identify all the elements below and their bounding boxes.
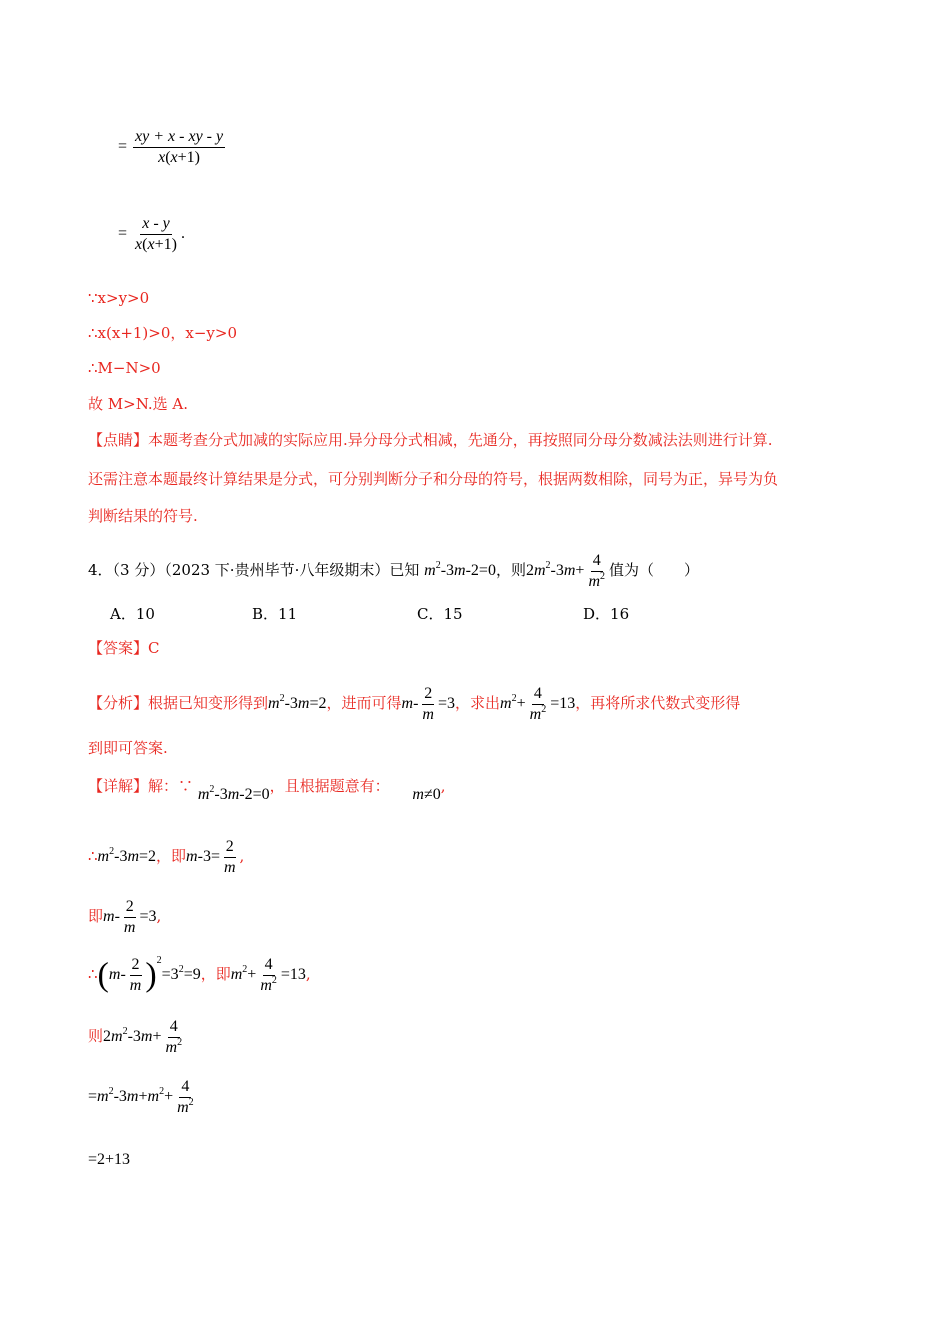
option-a: A．10	[110, 605, 155, 623]
detail-step-3-prefix: ∴	[88, 965, 98, 984]
detail-step-1-mid: ，即	[156, 847, 187, 866]
question-stem-suffix: 值为（ ）	[609, 561, 700, 580]
analysis-text-2: ，进而可得	[326, 694, 402, 713]
comment-text-1: 本题考查分式加减的实际应用.异分母分式相减，先通分，再按照同分母分数减法法则进行计算.	[148, 431, 773, 449]
question-score: （3 分）	[112, 561, 165, 580]
comment-tag: 【点睛】	[88, 431, 149, 449]
detail-text-1: 解：∵	[148, 777, 194, 795]
detail-step-2-eq: m- $\frac{2}{m}$ =3	[103, 898, 157, 936]
detail-step-6: =2+13	[88, 1151, 131, 1168]
analysis-tag: 【分析】	[88, 694, 149, 713]
analysis-eq-1: $m^2-3m=2$	[268, 693, 327, 713]
answer-value: C	[148, 639, 160, 657]
detail-step-2-prefix: 即	[88, 907, 104, 926]
question-source: （2023 下·贵州毕节·八年级期末）	[164, 561, 390, 580]
question-stem	[88, 552, 699, 591]
detail-step-3-mid: ，即	[200, 965, 231, 984]
analysis-line-1	[88, 685, 740, 724]
detail-step-1-prefix: ∴	[88, 847, 98, 866]
line-therefore-1: ∴x(x+1)>0，x−y>0	[88, 324, 238, 342]
detail-step-3-eq-b: $m^2+$ $\frac{4}{m^2}$ =13	[230, 956, 306, 994]
eq-step-2: = $\frac{x - y}{x(x+1)}$ .	[118, 215, 185, 253]
comment-line-1	[88, 430, 773, 450]
detail-tag: 【详解】	[88, 777, 149, 795]
comment-line-2: 还需注意本题最终计算结果是分式，可分别判断分子和分母的符号，根据两数相除，同号为正，异号为负	[88, 470, 779, 488]
detail-step-2: 即m- $\frac{2}{m}$ =3,	[88, 898, 162, 936]
detail-text-2: ，且根据题意有：	[269, 777, 390, 795]
option-d: D．16	[583, 605, 630, 623]
answer-line	[88, 638, 160, 658]
eq-step-1: = $\frac{xy + x - xy - y}{x(x+1)}$	[118, 128, 224, 166]
question-stem-mid: ，则	[495, 561, 526, 580]
detail-nonzero: m≠0	[412, 786, 441, 803]
detail-step-4-eq: $2m^2-3m+$ $\frac{4}{m^2}$	[103, 1018, 183, 1056]
detail-step-1-eq-b: m-3= $\frac{2}{m}$	[186, 838, 236, 876]
detail-step-1-eq-a: $m^2-3m=2$	[97, 846, 157, 866]
target-expression: $2m^2-3m+$ $\frac{4}{m^2}$	[525, 552, 606, 590]
detail-step-5: $=m^2-3m+m^2+$ $\frac{4}{m^2}$	[88, 1078, 194, 1116]
detail-step-4-prefix: 则	[88, 1027, 104, 1046]
given-equation: $m^2-3m-2=0$	[424, 560, 496, 580]
question-number: 4．	[88, 561, 113, 580]
line-because: ∵x>y>0	[88, 289, 150, 307]
detail-step-4	[88, 1018, 186, 1057]
answer-tag: 【答案】	[88, 639, 149, 657]
line-conclusion: 故 M>N.选 A.	[88, 395, 188, 413]
analysis-text-1: 根据已知变形得到	[148, 694, 269, 713]
question-stem-prefix: 已知	[389, 561, 420, 580]
analysis-eq-3: $m^2+$ $\frac{4}{m^2}$ =13	[500, 685, 576, 723]
analysis-eq-2: m- $\frac{2}{m}$ =3	[401, 685, 456, 723]
analysis-text-3: ，求出	[455, 694, 501, 713]
detail-step-3: ∴(m- $\frac{2}{m}$ )$^2=3^2=9$，即$m^2+$ $\frac{4}{m^2}$ =13,	[88, 955, 311, 994]
detail-step-3-eq-a: (m- $\frac{2}{m}$ )$^2=3^2=9$	[97, 955, 201, 994]
detail-step-1: $\therefore m^2-3m=2$，即m-3= $\frac{2}{m}$ ,	[88, 838, 245, 876]
analysis-line-2: 到即可答案.	[88, 739, 168, 757]
line-therefore-2: ∴M−N>0	[88, 359, 161, 377]
analysis-text-4: ，再将所求代数式变形得	[575, 694, 741, 713]
detail-line-1: 【详解】解：∵ $m^2-3m-2=0$，且根据题意有： m≠0,	[88, 777, 446, 803]
option-b: B．11	[252, 605, 298, 623]
option-c: C．15	[417, 605, 463, 623]
detail-given-eq: $m^2-3m-2=0$	[197, 784, 270, 803]
comment-line-3: 判断结果的符号.	[88, 507, 198, 525]
